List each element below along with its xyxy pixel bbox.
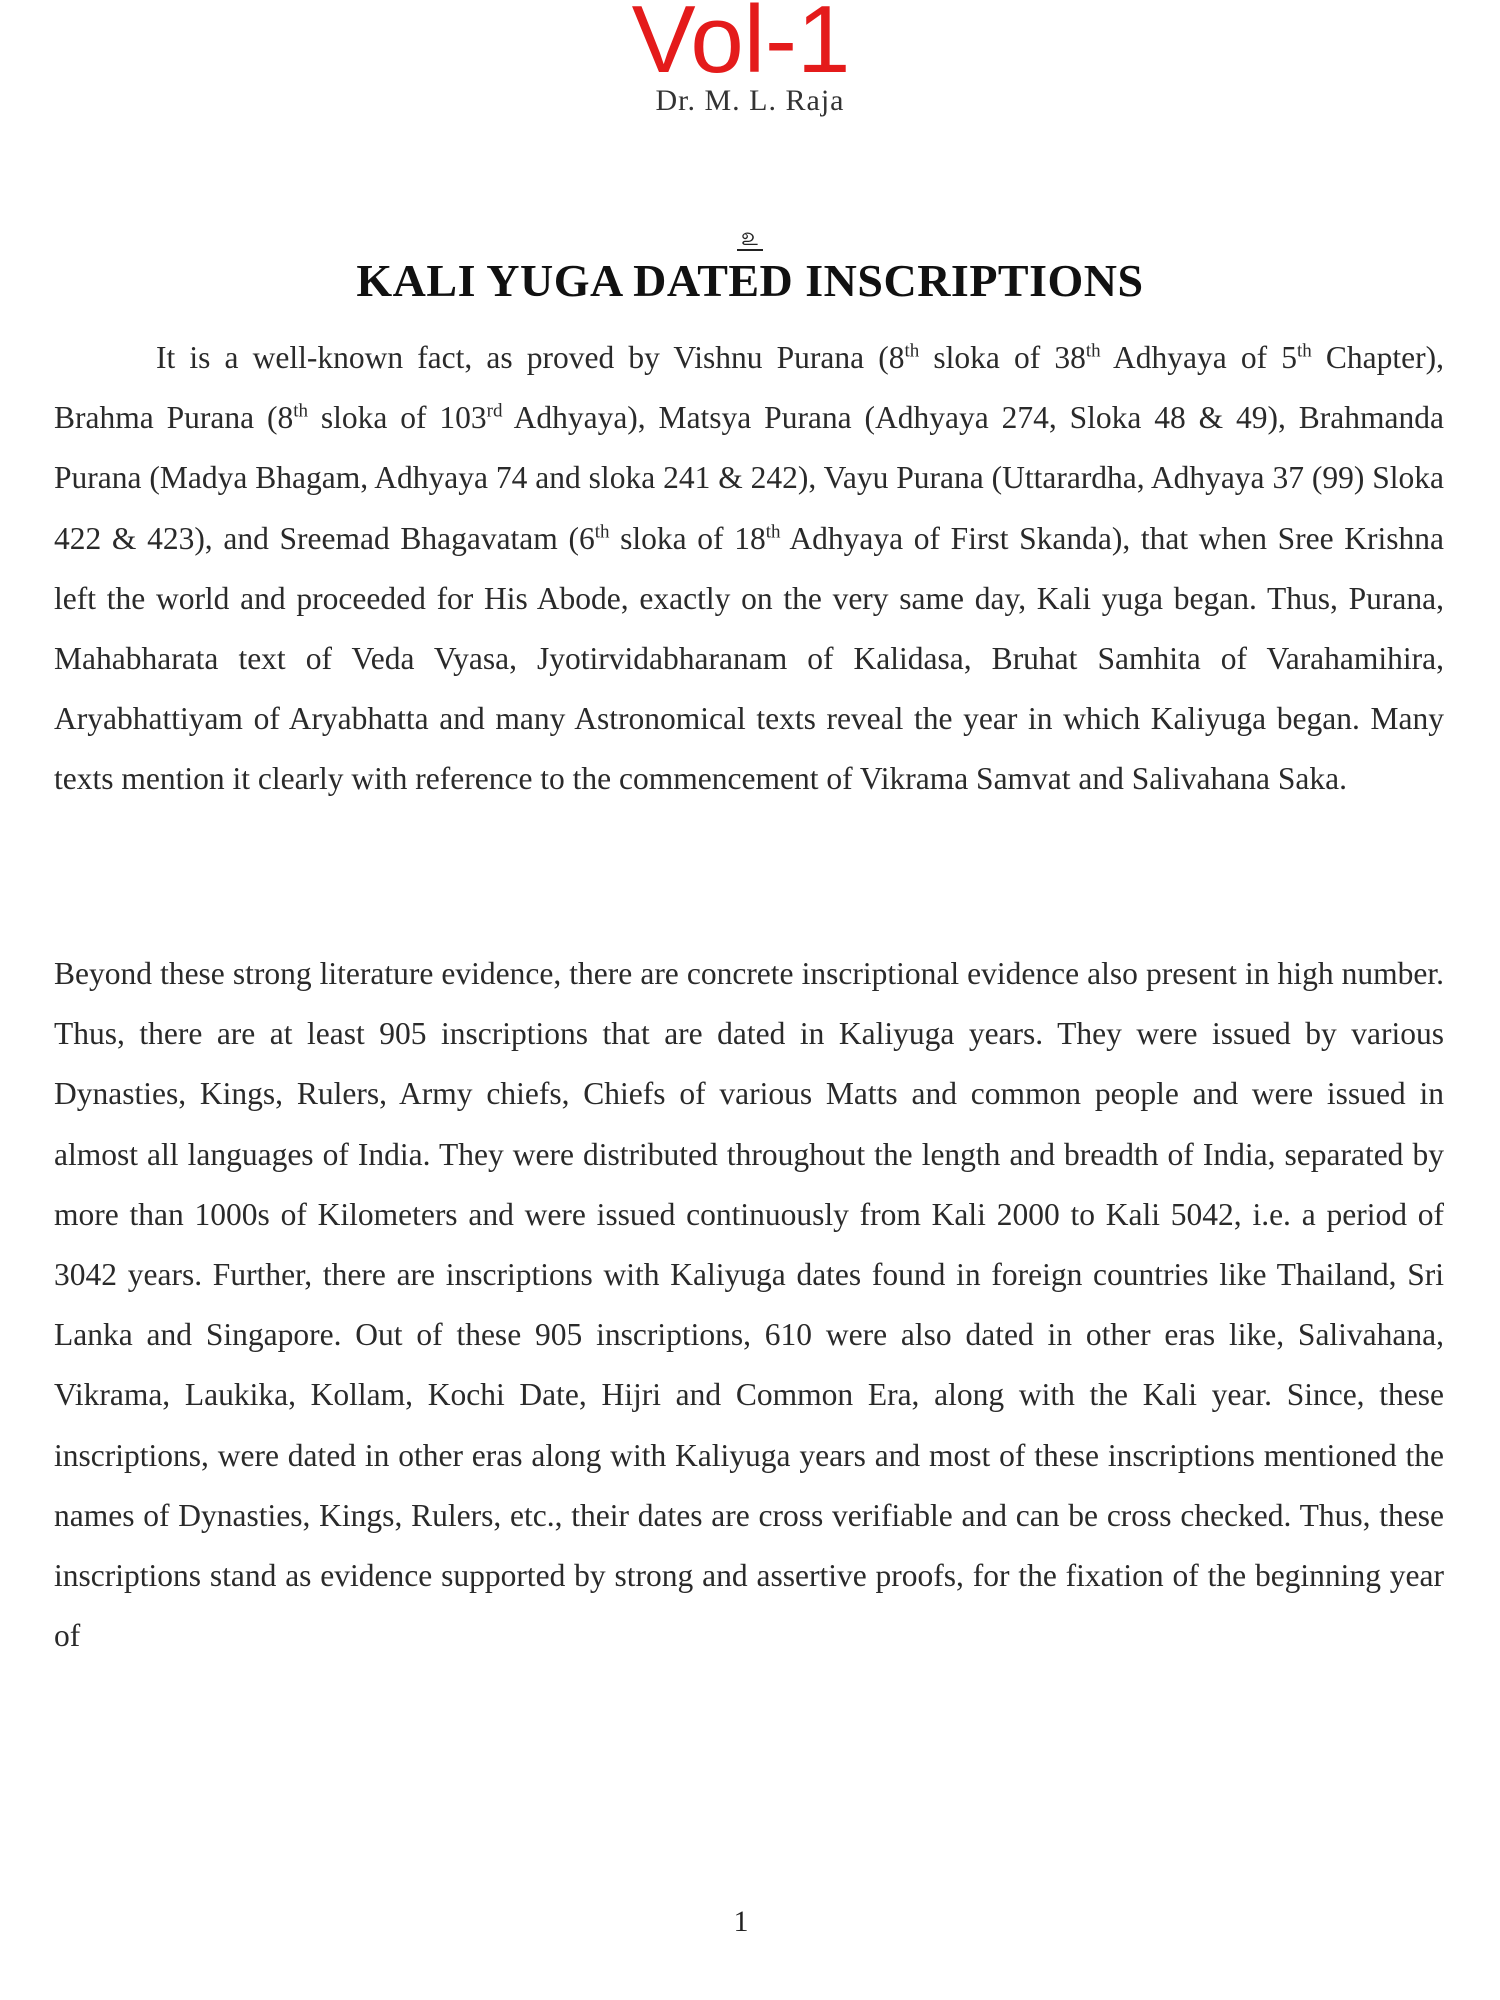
author-name: Dr. M. L. Raja [655,84,845,117]
paragraph-2-text: Beyond these strong literature evidence, there are concrete inscriptional evidence also present in high number. Thus, there are at least 905 inscriptions that are dated in Kaliyuga years. They were issued by various Dynasties, Kings, Rulers, Army chiefs, Chiefs of various Matts and common people and were issued in almost all languages of India. They were distributed throughout the length and breadth of India, separated by more than 1000s of Kilometers and were issued continuously from Kali 2000 to Kali 5042, i.e. a period of 3042 years. Further, there are inscriptions with Kaliyuga dates found in foreign countries like Thailand, Sri Lanka and Singapore. Out of these 905 inscriptions, 610 were also dated in other eras like, Salivahana, Vikrama, Laukika, Kollam, Kochi Date, Hijri and Common Era, along with the Kali year. Since, these inscriptions, were dated in other eras along with Kaliyuga years and most of these inscriptions mentioned the names of Dynasties, Kings, Rulers, etc., their dates are cross verifiable and can be cross checked. Thus, these inscriptions stand as evidence supported by strong and assertive proofs, for the fixation of the beginning year of [54,956,1444,1654]
p1-seg-01: It is a well-known fact, as proved by Vishnu Purana (8 [156,340,905,375]
p1-sup-02: th [904,340,920,362]
p1-sup-10: rd [486,400,503,422]
p1-seg-13: sloka of 18 [609,520,766,556]
p1-seg-09: sloka of 103 [307,400,487,436]
p1-sup-08: th [293,400,308,422]
p1-sup-06: th [1297,340,1312,362]
chapter-marker [0,222,1500,252]
paragraph-1 [54,328,1444,810]
document-title: KALI YUGA DATED INSCRIPTIONS [356,255,1144,306]
p1-seg-11: Adhyaya), Matsya Purana (Adhyaya 274, Sloka 48 & 49), Brahmanda Purana (Madya Bhagam, Adhyaya 74 and sloka 241 & 242), Vayu Purana (Uttarardha, Adhyaya 37 (99) Sloka 422 & 423), and Sreemad Bhagavatam (6 [54,400,1444,556]
volume-label: Vol-1 [631,0,851,93]
p1-sup-04: th [1085,340,1101,362]
paragraph-1-text [54,328,1444,810]
p1-sup-12: th [594,521,610,543]
p1-seg-15: Adhyaya of First Skanda), that when Sree Krishna left the world and proceeded for His Abode, exactly on the very same day, Kali yuga began. Thus, Purana, Mahabharata text of Veda Vyasa, Jyotirvidabharanam of Kalidasa, Bruhat Samhita of Varahamihira, Aryabhattiyam of Aryabhatta and many Astronomical texts reveal the year in which Kaliyuga began. Many texts mention it clearly with reference to the commencement of Vikrama Samvat and Salivahana Saka. [54,520,1445,797]
paragraph-2 [54,944,1444,1666]
page-number: 1 [733,1905,749,1938]
p1-seg-03: sloka of 38 [919,340,1086,375]
p1-seg-07: Chapter), Brahma Purana (8 [54,340,1444,436]
p1-sup-14: th [765,521,781,543]
p1-seg-05: Adhyaya of 5 [1100,340,1297,375]
chapter-marker-glyph: ௨ [737,225,763,251]
